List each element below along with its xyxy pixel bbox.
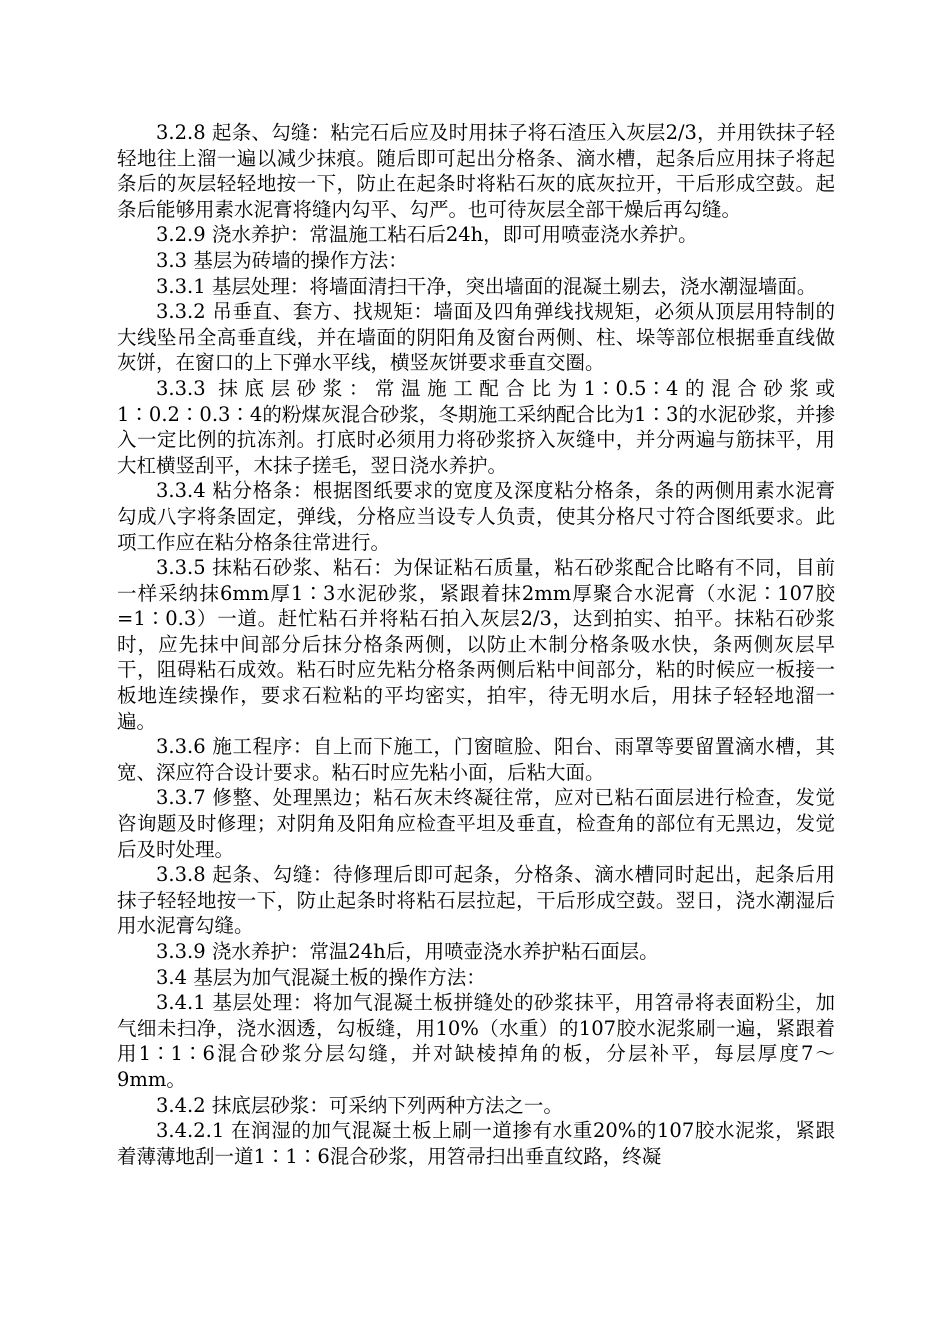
paragraph-3-4-2: 3.4.2 抹底层砂浆：可采纳下列两种方法之一。	[156, 1093, 563, 1117]
paragraph-3-3-9: 3.3.9 浇水养护：常温24h后，用喷壶浇水养护粘石面层。	[156, 940, 659, 963]
paragraph-3-3-3: 3.3.3 抹底层砂浆：常温施工配合比为1∶0.5∶4的混合砂浆或1∶0.2∶0.3∶4的粉煤灰混合砂浆，冬期施工采纳配合比为1∶3的水泥砂浆，并掺入一定比例的抗冻剂。打底时必须用力将砂浆挤入灰缝中，并分两遍与筋抹平，用大杠横竖刮平，木抹子搓毛，翌日浇水养护。	[117, 376, 835, 477]
paragraph-3-3-5: 3.3.5 抹粘石砂浆、粘石：为保证粘石质量，粘石砂浆配合比略有不同，目前一样采纳抹6mm厚1∶3水泥砂浆，紧跟着抹2mm厚聚合水泥膏（水泥∶107胶=1∶0.3）一道。赶忙粘石并将粘石拍入灰层2/3，达到拍实、拍平。抹粘石砂浆时，应先抹中间部分后抹分格条两侧，以防止木制分格条吸水快，条两侧灰层早干，阻碍粘石成效。粘石时应先粘分格条两侧后粘中间部分，粘的时候应一板接一板地连续操作，要求石粒粘的平均密实，拍牢，待无明水后，用抹子轻轻地溜一遍。	[117, 556, 835, 733]
paragraph-3-4-2-1: 3.4.2.1 在润湿的加气混凝土板上刷一道掺有水重20%的107胶水泥浆，紧跟着薄薄地刮一道1∶1∶6混合砂浆，用笤帚扫出垂直纹路，终凝	[117, 1119, 835, 1168]
paragraph-3-2-9: 3.2.9 浇水养护：常温施工粘石后24h，即可用喷壶浇水养护。	[156, 223, 698, 247]
paragraph-3-3-2: 3.3.2 吊垂直、套方、找规矩：墙面及四角弹线找规矩，必须从顶层用特制的大线坠吊全高垂直线，并在墙面的阴阳角及窗台两侧、柱、垛等部位根据垂直线做灰饼，在窗口的上下弹水平线，横竖灰饼要求垂直交圈。	[117, 300, 835, 375]
paragraph-3-3-6: 3.3.6 施工程序：自上而下施工，门窗暄脸、阳台、雨罩等要留置滴水槽，其宽、深应符合设计要求。粘石时应先粘小面，后粘大面。	[117, 735, 835, 784]
paragraph-3-3-1: 3.3.1 基层处理：将墙面清扫干净，突出墙面的混凝土剔去，浇水潮湿墙面。	[156, 274, 817, 298]
paragraph-3-3-4: 3.3.4 粘分格条：根据图纸要求的宽度及深度粘分格条，条的两侧用素水泥膏勾成八字将条固定，弹线，分格应当设专人负责，使其分格尺寸符合图纸要求。此项工作应在粘分格条往常进行。	[117, 479, 835, 554]
paragraph-3-3-7: 3.3.7 修整、处理黑边；粘石灰未终凝往常，应对已粘石面层进行检查，发觉咨询题及时修理；对阴角及阳角应检查平坦及垂直，检查角的部位有无黑边，发觉后及时处理。	[117, 786, 835, 861]
paragraph-3-2-8: 3.2.8 起条、勾缝：粘完石后应及时用抹子将石渣压入灰层2/3，并用铁抹子轻轻地往上溜一遍以减少抹痕。随后即可起出分格条、滴水槽，起条后应用抹子将起条后的灰层轻轻地按一下，防止在起条时将粘石灰的底灰拉开，干后形成空鼓。起条后能够用素水泥膏将缝内勾平、勾严。也可待灰层全部干燥后再勾缝。	[117, 121, 835, 221]
section-heading-3-4: 3.4 基层为加气混凝土板的操作方法：	[156, 965, 486, 989]
paragraph-3-3-8: 3.3.8 起条、勾缝：待修理后即可起条，分格条、滴水槽同时起出，起条后用抹子轻轻地按一下，防止起条时将粘石层拉起，干后形成空鼓。翌日，浇水潮湿后用水泥膏勾缝。	[117, 863, 835, 938]
document-page	[117, 120, 835, 1169]
section-heading-3-3: 3.3 基层为砖墙的操作方法：	[156, 248, 408, 272]
paragraph-3-4-1: 3.4.1 基层处理：将加气混凝土板拼缝处的砂浆抹平，用笤帚将表面粉尘，加气细未扫净，浇水洇透，勾板缝，用10%（水重）的107胶水泥浆刷一遍，紧跟着用1∶1∶6混合砂浆分层勾缝，并对缺棱掉角的板，分层补平，每层厚度7～9mm。	[117, 991, 835, 1091]
